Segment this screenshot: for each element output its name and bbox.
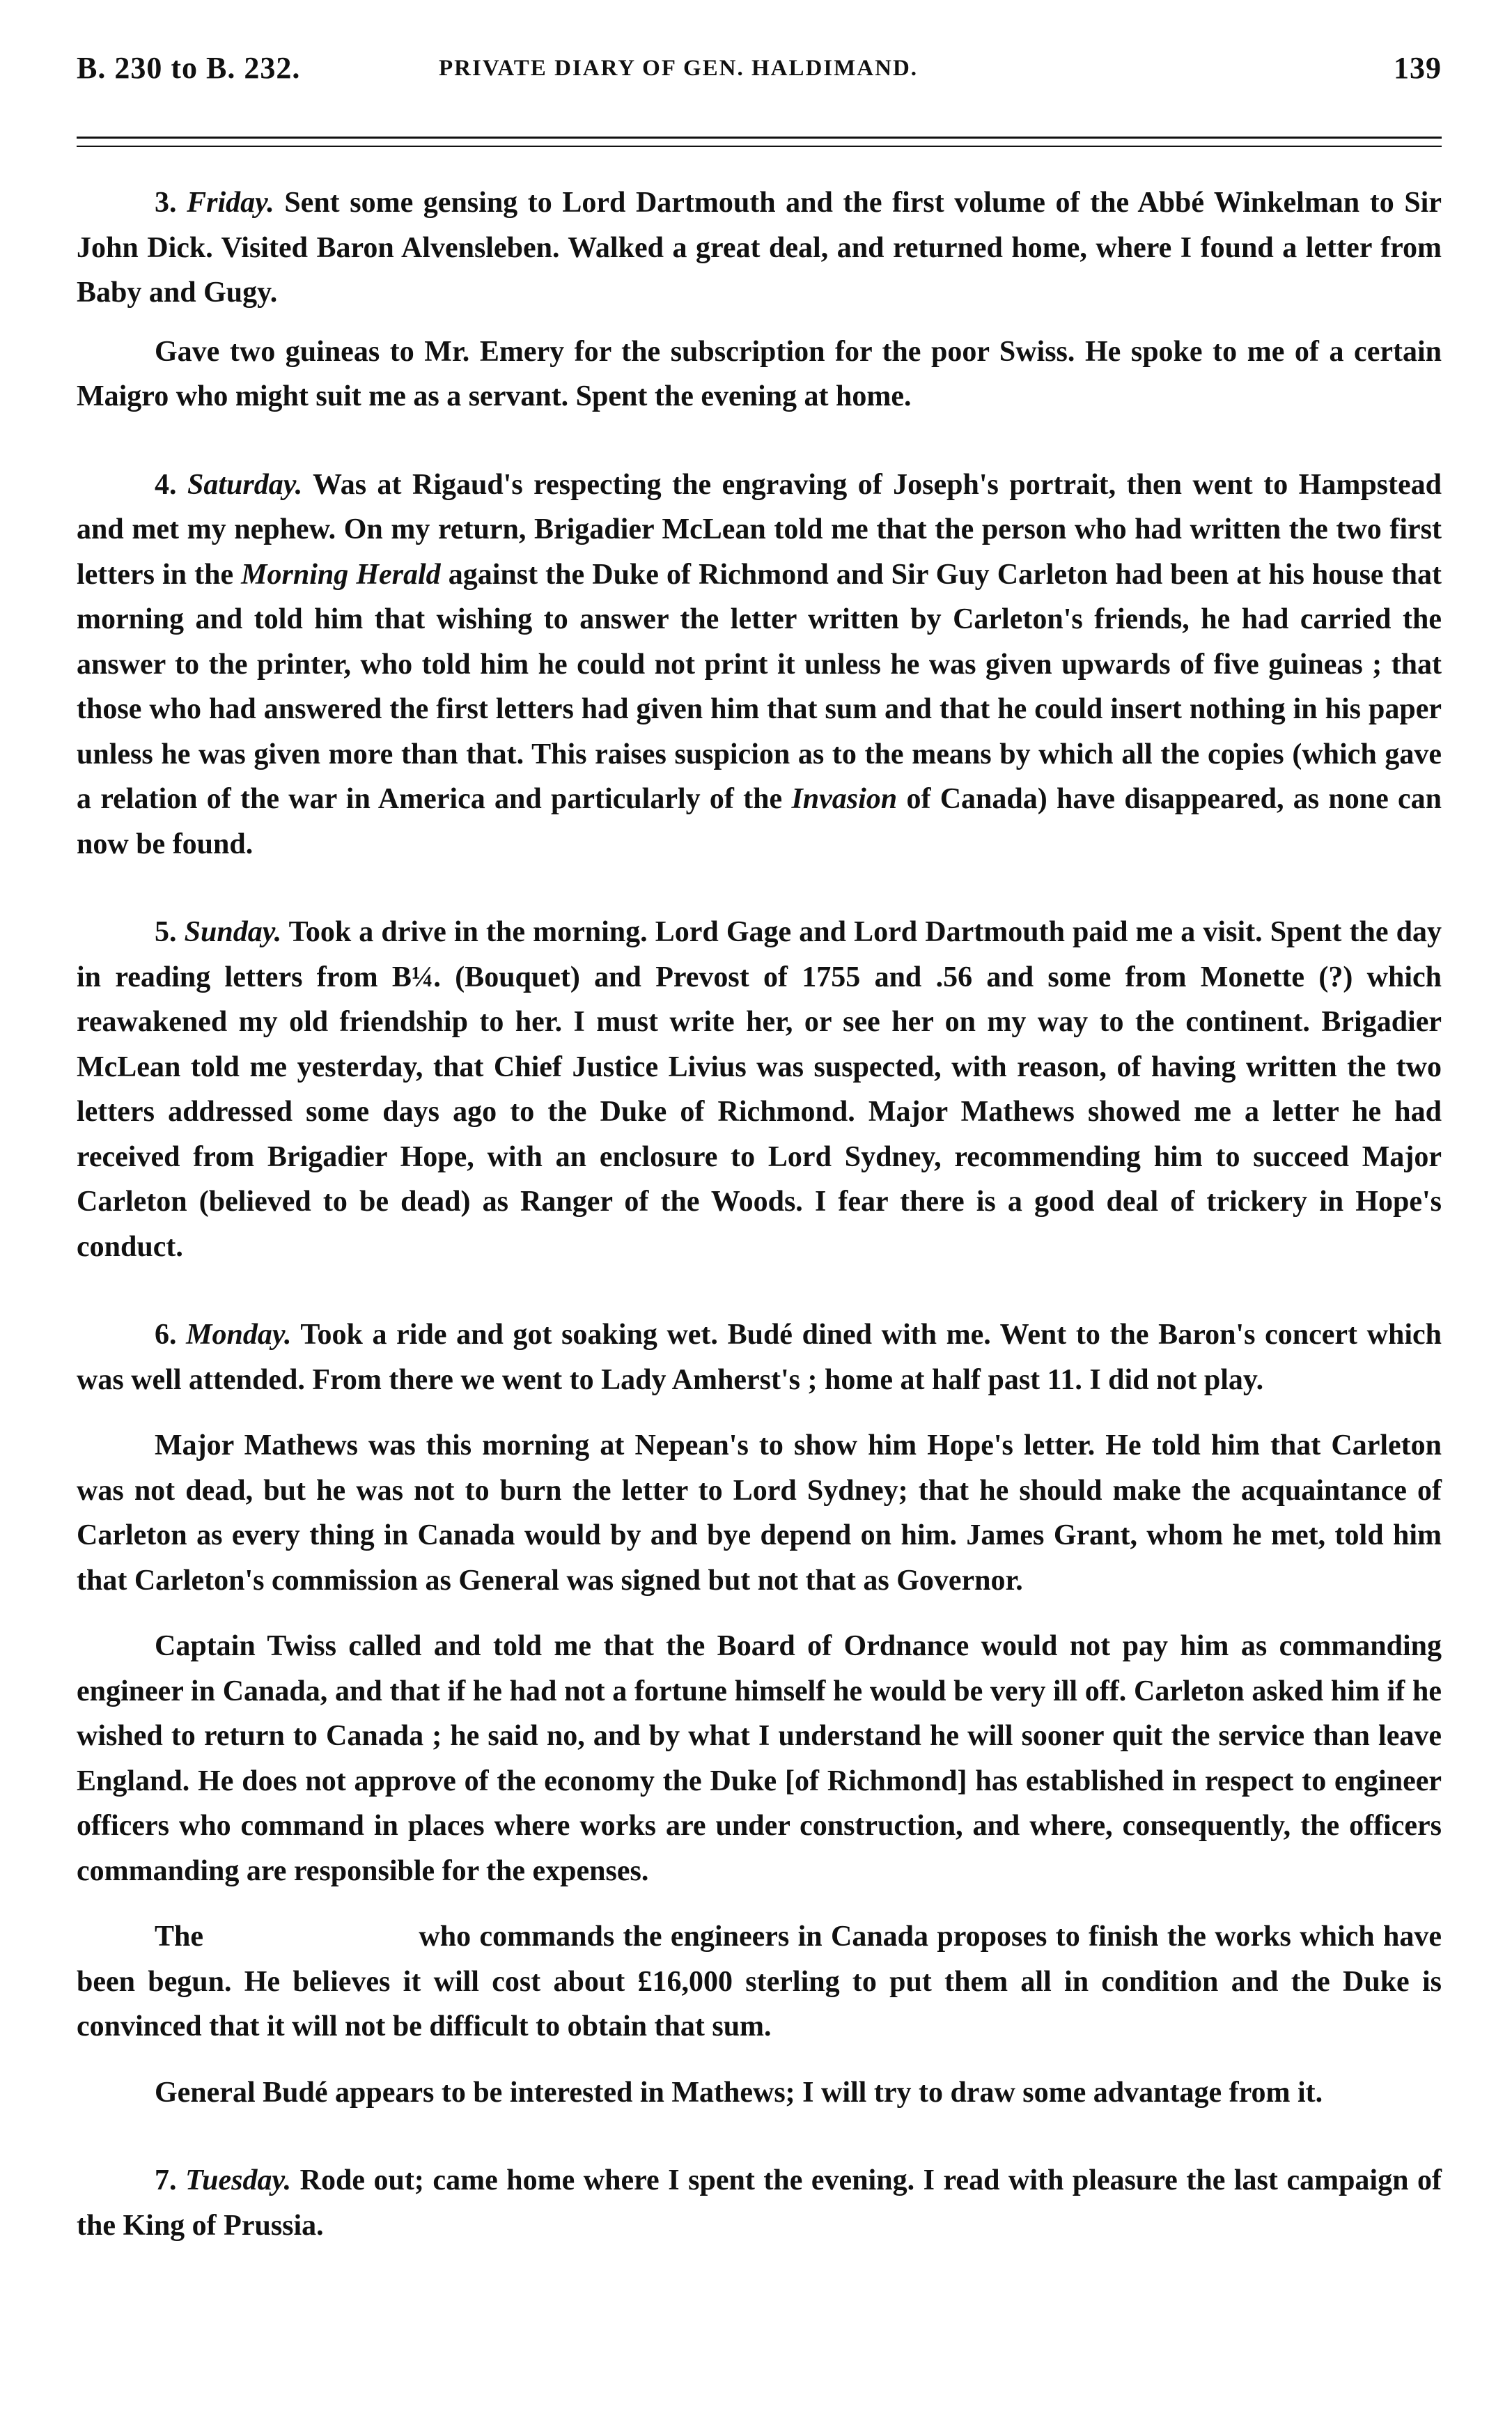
entry-text: Took a ride and got soaking wet. Budé dined with me. Went to the Baron's concert which was well attended. From there we went to Lady Amherst's ; home at half past 11. I did not play.	[77, 1319, 1442, 1396]
entry-number: 7.	[155, 2164, 177, 2196]
entry-text: Captain Twiss called and told me that the Board of Ordnance would not pay him as commanding engineer in Canada, and that if he had not a fortune himself he would be very ill off. Carleton asked him if he wished to return to Canada ; he said no, and by what I understand he will sooner quit the service than leave England. He does not approve of the economy the Duke [of Richmond] has established in respect to engineer officers who command in places where works are under construction, and where, consequently, the officers commanding are responsible for the expenses.	[77, 1630, 1442, 1887]
entry-number: 4.	[155, 468, 177, 501]
entry-text: General Budé appears to be interested in Mathews; I will try to draw some advantage from it.	[155, 2076, 1323, 2109]
diary-entry	[77, 2158, 1442, 2248]
entry-day: Tuesday.	[185, 2164, 292, 2196]
running-header	[77, 50, 1442, 96]
header-reference: B. 230 to B. 232.	[77, 51, 301, 85]
document-page	[77, 50, 1449, 2248]
diary-entry	[77, 463, 1442, 867]
entry-day: Monday.	[186, 1319, 292, 1351]
entry-text: The who commands the engineers in Canada proposes to finish the works which have been begun. He believes it will cost about £16,000 sterling to put them all in condition and the Duke is convinced that it will not be difficult to obtain that sum.	[77, 1921, 1449, 2042]
entry-text: of Canada) have disappeared, as none can now be found.	[77, 783, 1442, 860]
diary-paragraph	[77, 2070, 1442, 2116]
entry-number: 3.	[155, 187, 177, 219]
diary-entry	[77, 1312, 1442, 1402]
diary-paragraph	[77, 330, 1442, 419]
emphasized-word: Invasion	[791, 783, 898, 815]
entry-day: Sunday.	[184, 916, 282, 948]
entry-text: against the Duke of Richmond and Sir Guy Carleton had been at his house that morning and told him that wishing to answer the letter written by Carleton's friends, he had carried the answer to the printer, who told him he could not print it unless he was given upwards of five guineas ; that those who had answered the first letters had given him that sum and that he could insert nothing in his paper unless he was given more than that. This raises suspicion as to the means by which all the copies (which gave a relation of the war in America and particularly of the	[77, 558, 1442, 815]
entry-number: 5.	[155, 916, 177, 948]
diary-paragraph	[77, 1914, 1449, 2049]
entry-text: Rode out; came home where I spent the evening. I read with pleasure the last campaign of the King of Prussia.	[77, 2164, 1442, 2242]
entry-text: Took a drive in the morning. Lord Gage and Lord Dartmouth paid me a visit. Spent the day in reading letters from B¼. (Bouquet) and Prevost of 1755 and .56 and some from Monette (?) which reawakened my old friendship to her. I must write her, or see her on my way to the continent. Brigadier McLean told me yesterday, that Chief Justice Livius was suspected, with reason, of having written the two letters addressed some days ago to the Duke of Richmond. Major Mathews showed me a letter he had received from Brigadier Hope, with an enclosure to Lord Sydney, recommending him to succeed Major Carleton (believed to be dead) as Ranger of the Woods. I fear there is a good deal of trickery in Hope's conduct.	[77, 916, 1442, 1263]
entry-text: Was at Rigaud's respecting the engraving of Joseph's portrait, then went to Hampstead and met my nephew. On my return, Brigadier McLean told me that the person who had written the two first letters in the	[77, 468, 1442, 591]
entry-day: Saturday.	[187, 468, 303, 501]
page-number: 139	[1394, 51, 1442, 85]
newspaper-title: Morning Herald	[241, 558, 441, 591]
entry-text: Sent some gensing to Lord Dartmouth and the first volume of the Abbé Winkelman to Sir John Dick. Visited Baron Alvensleben. Walked a great deal, and returned home, where I found a letter from Baby and Gugy.	[77, 187, 1442, 309]
header-rule	[77, 137, 1442, 147]
entry-text: Gave two guineas to Mr. Emery for the subscription for the poor Swiss. He spoke to me of a certain Maigro who might suit me as a servant. Spent the evening at home.	[77, 335, 1442, 412]
diary-paragraph	[77, 1423, 1442, 1603]
header-title: PRIVATE DIARY OF GEN. HALDIMAND.	[439, 56, 919, 81]
diary-entry	[77, 910, 1442, 1269]
diary-body	[77, 180, 1449, 2248]
entry-day: Friday.	[187, 187, 274, 219]
diary-paragraph	[77, 1624, 1442, 1893]
entry-text: Major Mathews was this morning at Nepean's to show him Hope's letter. He told him that Carleton was not dead, but he was not to burn the letter to Lord Sydney; that he should make the acquaintance of Carleton as every thing in Canada would by and bye depend on him. James Grant, whom he met, told him that Carleton's commission as General was signed but not that as Governor.	[77, 1429, 1442, 1597]
entry-number: 6.	[155, 1319, 177, 1351]
diary-entry	[77, 180, 1442, 316]
